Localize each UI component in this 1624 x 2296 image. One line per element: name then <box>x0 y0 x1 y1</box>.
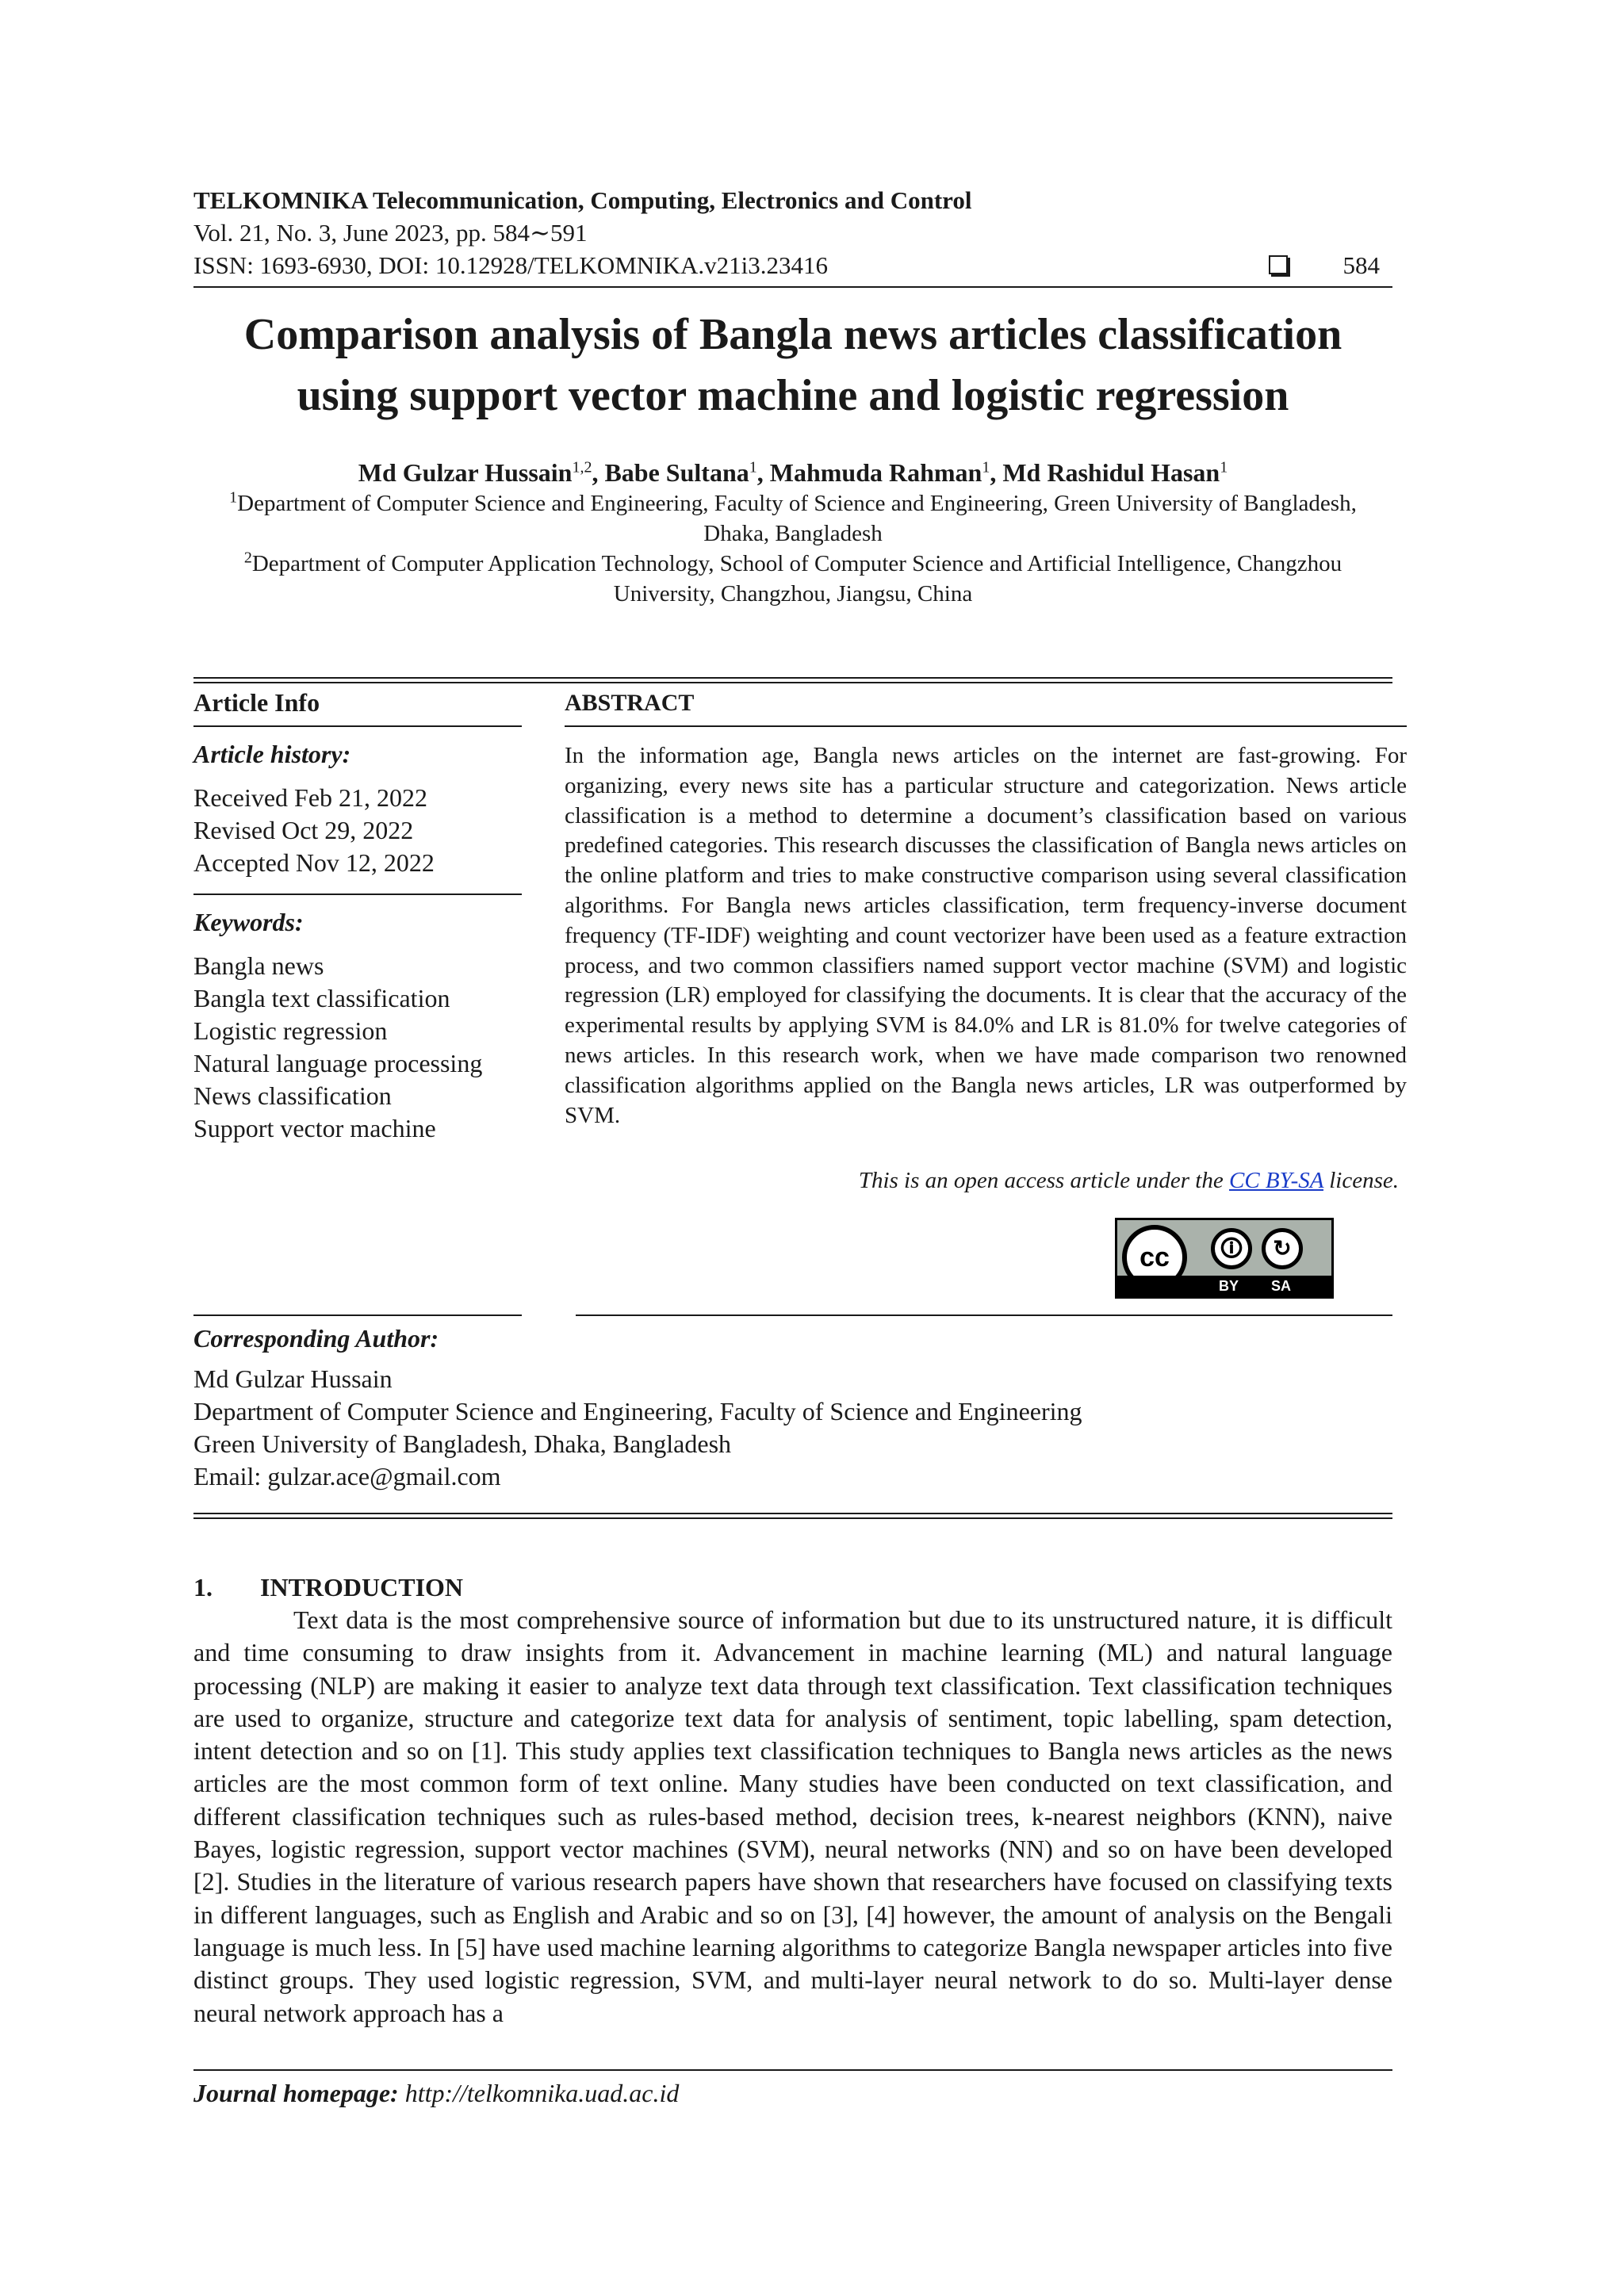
info-bottom-rule <box>193 1513 1392 1519</box>
paper-title <box>193 304 1392 427</box>
badge-by-label: BY <box>1219 1278 1239 1294</box>
footer-url[interactable]: http://telkomnika.uad.ac.id <box>404 2079 680 2107</box>
keyword-item: News classification <box>193 1081 392 1110</box>
corresponding-line: Green University of Bangladesh, Dhaka, Bangladesh <box>193 1429 732 1458</box>
author-name: Md Rashidul Hasan <box>1002 458 1220 487</box>
share-alike-icon: ↻ <box>1262 1228 1303 1269</box>
abstract-text: In the information age, Bangla news articles on the internet are fast-growing. For organizing, every news site has a particular structure and categorization. News article classification is a method to determine a document’s classification based on various predefined categories. This research discusses the classification of Bangla news articles on the online platform and tries to make constructive comparison using several classification algorithms. For Bangla news articles classification, term frequency-inverse document frequency (TF-IDF) weighting and count vectorizer have been used as a feature extraction process, and two common classifiers named support vector machine (SVM) and logistic regression (LR) employed for classifying the documents. It is clear that the accuracy of the experimental results by applying SVM is 84.0% and LR is 81.0% for twelve categories of news articles. In this research work, when we have made comparison two renowned classification algorithms applied on the Bangla news articles, LR was outperformed by SVM. <box>565 743 1407 1128</box>
footer-rule <box>193 2069 1392 2071</box>
section-heading-introduction <box>193 1571 463 1604</box>
issn-doi: ISSN: 1693-6930, DOI: 10.12928/TELKOMNIKA.v21i3.23416 <box>193 251 828 279</box>
keyword-item: Logistic regression <box>193 1016 388 1045</box>
license-statement: This is an open access article under the CC BY-SA license. <box>858 1168 1399 1194</box>
running-header <box>193 184 1392 281</box>
keywords-heading: Keywords: <box>193 908 304 936</box>
journal-name: TELKOMNIKA Telecommunication, Computing, Electronics and Control <box>193 186 972 214</box>
volume-info: Vol. 21, No. 3, June 2023, pp. 584∼591 <box>193 219 588 247</box>
cc-icon: cc <box>1122 1225 1187 1290</box>
history-item: Received Feb 21, 2022 <box>193 783 428 812</box>
keyword-item: Support vector machine <box>193 1114 436 1142</box>
introduction-paragraph: Text data is the most comprehensive source of information but due to its unstructured nature, it is difficult and time consuming to draw insights from it. Advancement in machine learning (ML) and natural language processing (NLP) are making it easier to analyze text data through text classification. Text classification techniques are used to organize, structure and categorize text data for analysis of sentiment, topic labelling, spam detection, intent detection and so on [1]. This study applies text classification techniques to Bangla news articles as the news articles are the most common form of text online. Many studies have been conducted on text classification, and different classification techniques such as rules-based method, decision trees, k-nearest neighbors (KNN), naive Bayes, logistic regression, support vector machines (SVM), neural networks (NN) and so on have been developed [2]. Studies in the literature of various research papers have shown that researchers have focused on classifying texts in different languages, such as English and Arabic and so on [3], [4] however, the amount of analysis on the Bengali language is much less. In [5] have used machine learning algorithms to categorize Bangla newspaper articles into five distinct groups. They used logistic regression, SVM, and multi-layer neural network to do so. Multi-layer dense neural network approach has a <box>193 1605 1392 2027</box>
badge-sa-label: SA <box>1271 1278 1292 1294</box>
header-right <box>1269 249 1393 281</box>
article-info-heading: Article Info <box>193 687 522 727</box>
author-affil-sup: 1 <box>982 458 990 476</box>
header-rule <box>193 286 1392 288</box>
author-name: Mahmuda Rahman <box>769 458 982 487</box>
author-affil-sup: 1,2 <box>572 458 592 476</box>
author-name: Babe Sultana <box>604 458 749 487</box>
corresponding-heading: Corresponding Author: <box>193 1324 439 1353</box>
corresponding-line: Department of Computer Science and Engineering, Faculty of Science and Engineering <box>193 1397 1082 1425</box>
paper-page <box>193 0 1407 2296</box>
footer-label: Journal homepage: <box>193 2079 399 2107</box>
info-top-rule <box>193 677 1392 683</box>
author-list: Md Gulzar Hussain$^{1,2}$, Babe Sultana$^1$, Mahmuda Rahman$^1$, Md Rashidul Hasan$^1$ <box>358 458 1228 487</box>
history-item: Revised Oct 29, 2022 <box>193 816 414 844</box>
history-divider <box>193 894 522 895</box>
author-affil-sup: 1 <box>749 458 757 476</box>
article-info-column <box>193 687 522 1145</box>
corresponding-email: Email: gulzar.ace@gmail.com <box>193 1462 501 1490</box>
license-link[interactable]: CC BY-SA <box>1229 1168 1323 1194</box>
title-line-1: Comparison analysis of Bangla news articles classification <box>243 310 1342 359</box>
abstract-column <box>565 687 1407 1196</box>
section-title: INTRODUCTION <box>260 1573 464 1601</box>
header-issn-row <box>193 249 1392 281</box>
page-number: 584 <box>1342 251 1380 279</box>
title-line-2: using support vector machine and logistic regression <box>297 371 1289 420</box>
affiliation-2: $^2$Department of Computer Application Technology, School of Computer Science and Artificial Intelligence, Changzhou University, Changzhou, Jiangsu, China <box>243 549 1342 607</box>
abstract-heading: ABSTRACT <box>565 687 1407 727</box>
section-number: 1. <box>193 1573 213 1601</box>
corresponding-author-block <box>193 1322 1392 1493</box>
corresponding-rule-left <box>193 1314 522 1316</box>
keyword-item: Natural language processing <box>193 1049 483 1077</box>
affiliation-1: $^1$Department of Computer Science and Engineering, Faculty of Science and Engineering, Green University of Bangladesh, Dhaka, Bangladesh <box>229 488 1357 546</box>
box-icon <box>1269 255 1288 274</box>
keyword-item: Bangla text classification <box>193 984 450 1012</box>
attribution-person-icon: 🛈 <box>1211 1228 1252 1269</box>
keyword-item: Bangla news <box>193 951 324 980</box>
corresponding-line: Md Gulzar Hussain <box>193 1364 393 1393</box>
article-history-heading: Article history: <box>193 740 351 768</box>
author-affil-sup: 1 <box>1220 458 1228 476</box>
history-item: Accepted Nov 12, 2022 <box>193 848 435 877</box>
corresponding-rule-right <box>576 1314 1392 1316</box>
journal-homepage-footer <box>193 2077 679 2110</box>
author-name: Md Gulzar Hussain <box>358 458 573 487</box>
cc-by-sa-badge[interactable] <box>1115 1218 1334 1299</box>
